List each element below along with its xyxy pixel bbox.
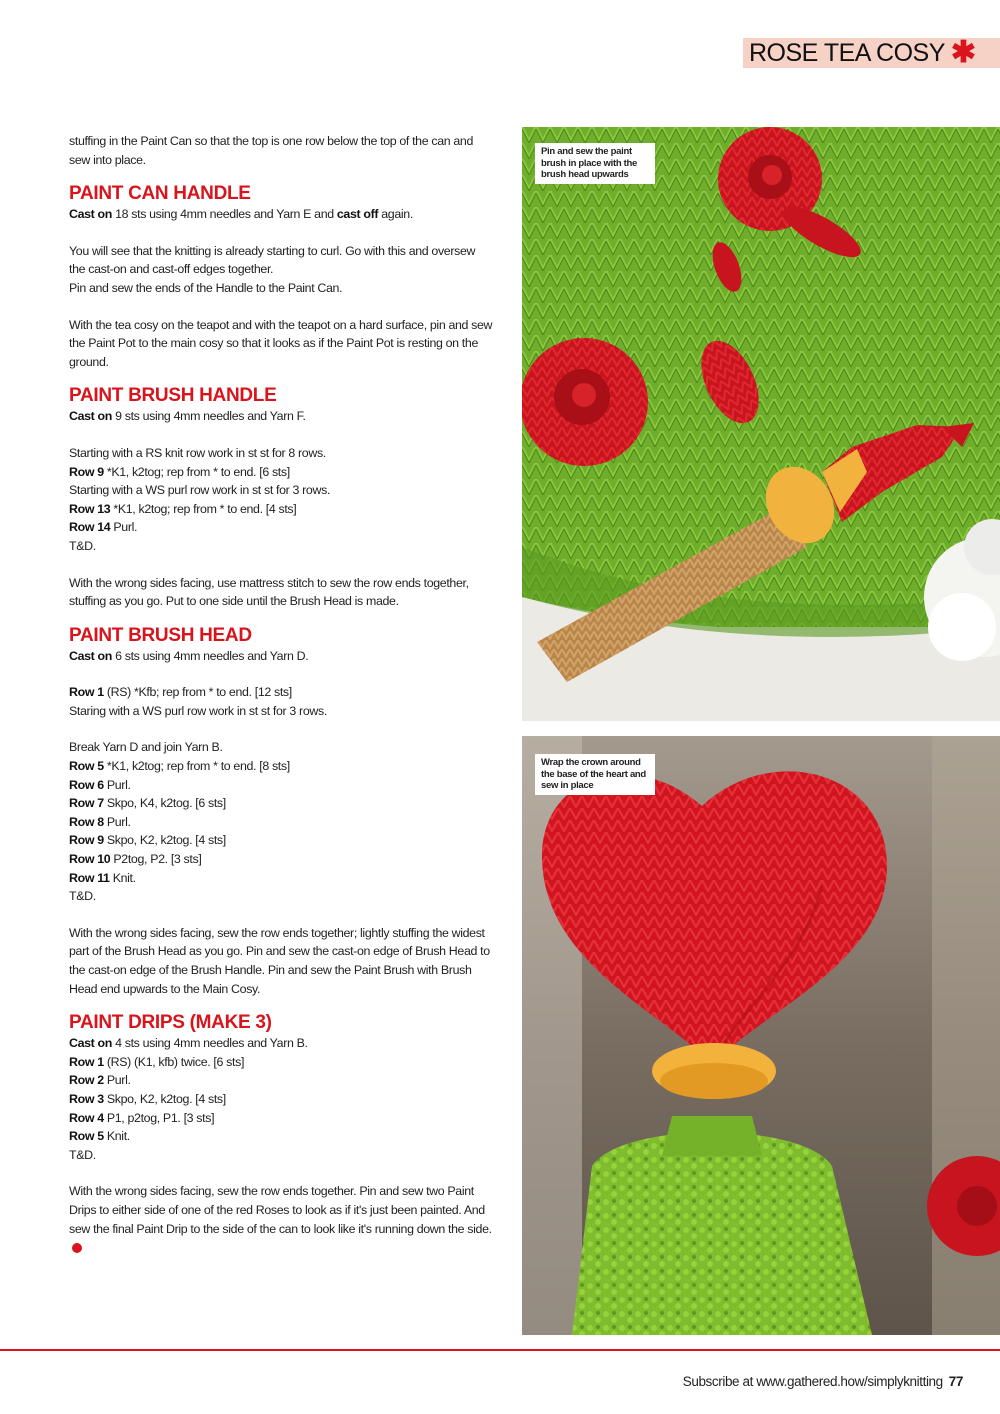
row-text: (RS) *Kfb; rep from * to end. [12 sts] (103, 685, 292, 700)
row-text: Skpo, K4, k2tog. [6 sts] (103, 796, 226, 811)
handle-para-2: Pin and sew the ends of the Handle to the Paint Can. (69, 280, 343, 295)
row-text: P1, p2tog, P1. [3 sts] (103, 1110, 215, 1125)
row-text: P2tog, P2. [3 sts] (110, 852, 202, 867)
article-text (69, 132, 494, 1257)
fasten-off: T&D. (69, 889, 96, 904)
brush-head-para: With the wrong sides facing, sew the row ends together; lightly stuffing the widest part of the Brush Head as you go. Pin and sew the cast-on edge of Brush Head to the cast-on edge of the Brush Handle. Pin and sew the Paint Brush with Brush Head end upwards to the Main Cosy. (69, 925, 490, 996)
row-text: *K1, k2tog; rep from * to end. [8 sts] (103, 759, 290, 774)
instruction-line: Starting with a RS knit row work in st st for 8 rows. (69, 445, 326, 460)
brush-handle-para: With the wrong sides facing, use mattress stitch to sew the row ends together, stuffing as you go. Put to one side until the Brush Head is made. (69, 575, 469, 609)
row-instruction (69, 500, 494, 519)
header-tab (743, 38, 1000, 68)
row-instruction (69, 1053, 494, 1072)
asterisk-icon: ✱ (950, 36, 977, 69)
row-text: Purl. (103, 777, 131, 792)
brush-head-cast-on (69, 647, 494, 666)
row-text: *K1, k2tog; rep from * to end. [6 sts] (103, 464, 290, 479)
row-text: Skpo, K2, k2tog. [4 sts] (103, 1091, 226, 1106)
row-label: Row 2 (69, 1073, 104, 1088)
photo-heart (522, 736, 1000, 1335)
cast-off-label: cast off (336, 207, 379, 222)
fasten-off: T&D. (69, 538, 96, 553)
crown-ring (652, 1043, 776, 1099)
row-label: Row 1 (69, 1054, 104, 1069)
cast-on-label: Cast on (69, 207, 112, 222)
row-instruction (69, 757, 494, 776)
row-instruction (69, 813, 494, 832)
row-instruction (69, 776, 494, 795)
photo-paint-brush (522, 127, 1000, 721)
row-text: Knit. (109, 870, 136, 885)
drips-para (69, 1182, 494, 1256)
row-label: Row 6 (69, 777, 104, 792)
row-instruction (69, 518, 494, 537)
row-label: Row 14 (69, 520, 111, 535)
row-label: Row 5 (69, 1129, 104, 1144)
row-label: Row 1 (69, 685, 104, 700)
instruction-line: Staring with a WS purl row work in st st for 3 rows. (69, 703, 327, 718)
cast-on-label: Cast on (69, 648, 112, 663)
intro-paragraph: stuffing in the Paint Can so that the top is one row below the top of the can and sew into place. (69, 134, 474, 167)
fasten-off: T&D. (69, 1147, 96, 1162)
handle-cast-on (69, 205, 494, 224)
handle-para-1: You will see that the knitting is already starting to curl. Go with this and oversew the cast-on and cast-off edges together. (69, 243, 476, 277)
row-instruction (69, 463, 494, 482)
row-label: Row 13 (69, 501, 111, 516)
footer-divider (0, 1349, 1000, 1351)
brush-handle-cast-on (69, 407, 494, 426)
cast-on-end: again. (378, 207, 413, 222)
drips-cast-on (69, 1034, 494, 1053)
row-text: Purl. (103, 1073, 131, 1088)
row-label: Row 3 (69, 1091, 104, 1106)
row-text: Purl. (110, 520, 138, 535)
row-text: *K1, k2tog; rep from * to end. [4 sts] (110, 501, 297, 516)
row-instruction (69, 1071, 494, 1090)
cast-on-text: 9 sts using 4mm needles and Yarn F. (112, 409, 306, 424)
row-instruction (69, 1109, 494, 1128)
cast-on-text: 4 sts using 4mm needles and Yarn B. (112, 1036, 308, 1051)
rose-left (522, 338, 648, 466)
row-label: Row 9 (69, 464, 104, 479)
row-text: Knit. (103, 1129, 130, 1144)
section-heading-brush-handle: PAINT BRUSH HANDLE (69, 385, 277, 407)
drips-para-text: With the wrong sides facing, sew the row ends together. Pin and sew two Paint Drips to either side of one of the red Roses to look as if it's just been painted. And sew the final Paint Drip to the side of the can to look like it's running down the side. (69, 1184, 492, 1236)
section-heading-drips: PAINT DRIPS (MAKE 3) (69, 1012, 272, 1034)
row-text: Skpo, K2, k2tog. [4 sts] (103, 833, 226, 848)
footer (683, 1374, 963, 1389)
row-instruction (69, 869, 494, 888)
cast-on-label: Cast on (69, 409, 112, 424)
row-instruction (69, 1127, 494, 1146)
row-instruction (69, 683, 494, 702)
row-instruction (69, 1090, 494, 1109)
cast-on-label: Cast on (69, 1036, 112, 1051)
row-instruction (69, 794, 494, 813)
instruction-line: Starting with a WS purl row work in st st for 3 rows. (69, 483, 331, 498)
section-heading-brush-head: PAINT BRUSH HEAD (69, 624, 252, 646)
cast-on-text: 6 sts using 4mm needles and Yarn D. (112, 648, 309, 663)
cast-on-text: 18 sts using 4mm needles and Yarn E and (112, 207, 337, 222)
row-label: Row 9 (69, 833, 104, 848)
row-text: (RS) (K1, kfb) twice. [6 sts] (103, 1054, 245, 1069)
page-title: ROSE TEA COSY (749, 38, 945, 67)
row-label: Row 7 (69, 796, 104, 811)
row-label: Row 11 (69, 870, 110, 885)
row-instruction (69, 850, 494, 869)
row-instruction (69, 831, 494, 850)
caption-photo-2: Wrap the crown around the base of the heart and sew in place (535, 754, 655, 795)
subscribe-text: Subscribe at www.gathered.how/simplyknitting (682, 1374, 943, 1389)
end-mark-icon (72, 1243, 82, 1253)
row-label: Row 4 (69, 1110, 104, 1125)
page-number: 77 (948, 1374, 963, 1389)
handle-para-3: With the tea cosy on the teapot and with the teapot on a hard surface, pin and sew the Paint Pot to the main cosy so that it looks as if the Paint Pot is resting on the ground. (69, 317, 493, 369)
row-label: Row 10 (69, 852, 111, 867)
instruction-line: Break Yarn D and join Yarn B. (69, 740, 223, 755)
row-text: Purl. (103, 814, 131, 829)
row-label: Row 5 (69, 759, 104, 774)
section-heading-handle: PAINT CAN HANDLE (69, 183, 251, 205)
caption-photo-1: Pin and sew the paint brush in place with the brush head upwards (535, 143, 655, 184)
row-label: Row 8 (69, 814, 104, 829)
